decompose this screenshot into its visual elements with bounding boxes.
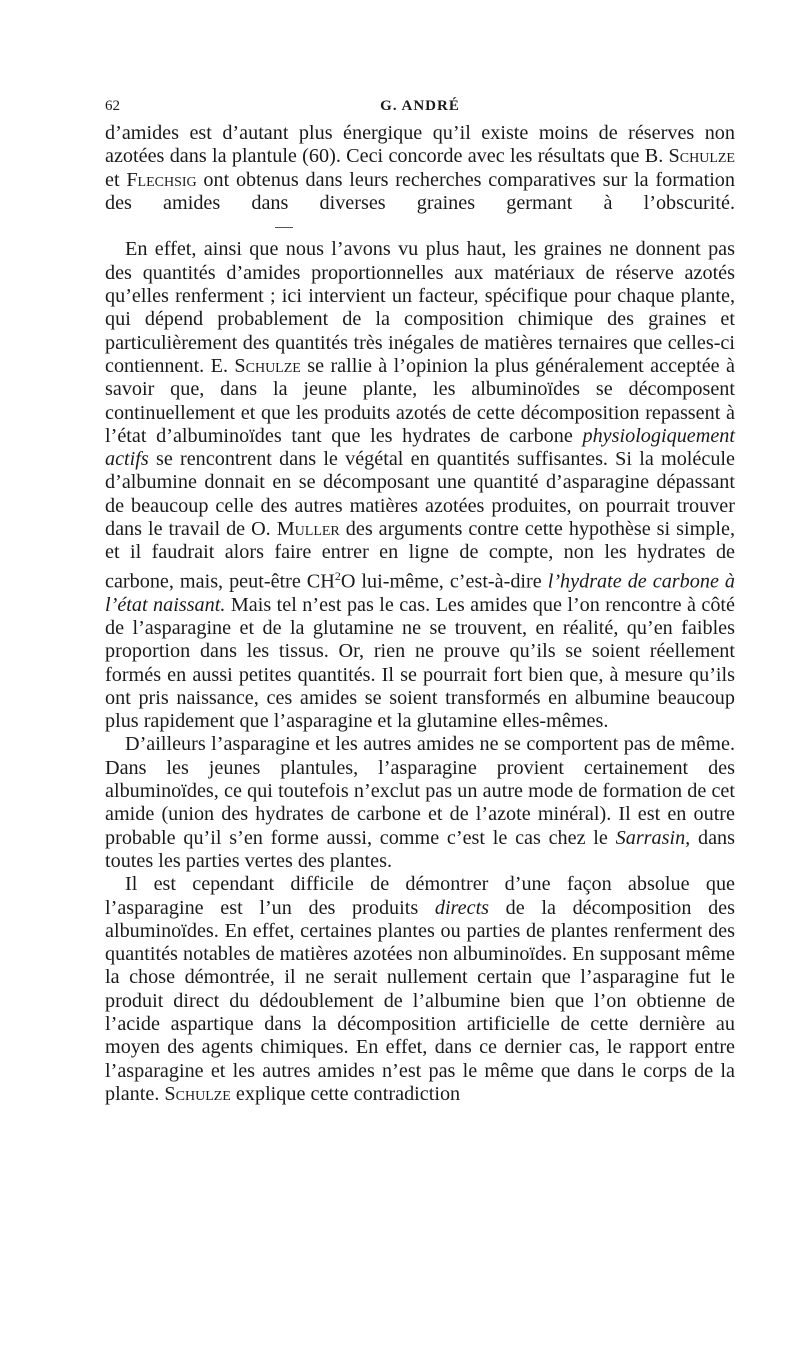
p2-text-3: se rencontrent dans le végétal en quantités suffisantes. Si la molécule d’albumine donnait en se décomposant une quantité d’asparagine dépassant de beaucoup celle des autres matières azotées produites, on pourrait trouver dans le travail de O.	[105, 448, 735, 541]
p2-text-5: O lui-même, c’est-à-dire	[340, 570, 548, 593]
p3-text-1: D’ailleurs l’asparagine et les autres amides ne se comportent pas de même. Dans les jeunes plantules, l’asparagine provient certainement des albuminoïdes, ce qui toutefois n’exclut pas un autre mode de formation de cet amide (union des hydrates de carbone et de l’azote minéral). Il est en outre probable qu’il s’en forme aussi, comme c’est le cas chez le	[105, 733, 735, 849]
author-name-schulze: Schulze	[234, 354, 301, 377]
p2-text-2: se rallie à l’opinion la plus généralement acceptée à savoir que, dans la jeune plante, les albuminoïdes se décomposent continuellement et que les produits azotés de cette décomposition repassent à l’état d’albuminoïdes tant que les hydrates de carbone	[105, 354, 735, 447]
page	[105, 92, 735, 1106]
p2-text-1: En effet, ainsi que nous l’avons vu plus haut, les graines ne donnent pas des quantités d’amides proportionnelles aux matériaux de réserve azotés qu’elles renferment ; ici intervient un facteur, spécifique pour chaque plante, qui dépend probablement de la composition chimique des graines et particulièrement des quantités très inégales de matières ternaires que celles-ci contiennent. E.	[105, 238, 735, 377]
p1-text-3: ont obtenus dans leurs recherches comparatives sur la formation des amides dans diverses graines germant à l’obscurité.	[105, 168, 735, 214]
paragraph-3	[105, 733, 735, 873]
body-text	[105, 122, 735, 1106]
p4-text-1: Il est cependant difficile de démontrer d’une façon absolue que l’asparagine est l’un des produits	[105, 873, 735, 919]
author-name-muller: Muller	[276, 518, 340, 541]
p3-text-2: dans toutes les parties vertes des plantes.	[105, 826, 735, 872]
author-name-schulze: Schulze	[668, 145, 735, 168]
running-head-author: G. ANDRÉ	[380, 98, 460, 114]
p2-italic-1: physiologiquement actifs	[105, 424, 735, 471]
author-name-schulze: Schulze	[164, 1082, 231, 1105]
p1-text-2: et	[105, 168, 127, 191]
page-number: 62	[105, 98, 120, 114]
paragraph-4	[105, 873, 735, 1106]
p1-text-1: d’amides est d’autant plus énergique qu’il existe moins de réserves non azotées dans la plantule (60). Ceci concorde avec les résultats que B.	[105, 122, 735, 168]
p4-text-3: explique cette contradiction	[230, 1082, 461, 1105]
p2-text-6: Mais tel n’est pas le cas. Les amides que l’on rencontre à côté de l’asparagine et de la glutamine ne se trouvent, en réalité, qu’en faibles proportion dans les tissus. Or, rien ne prouve qu’ils se soient réellement formés en aussi petites quantités. Il se pourrait fort bien que, à mesure qu’ils ont pris naissance, ces amides se soient transformés en albumine beaucoup plus rapidement que l’asparagine et la glutamine elles-mêmes.	[105, 593, 735, 733]
p2-italic-2: l’hydrate de carbone à l’état naissant.	[105, 570, 735, 616]
p3-italic: Sarrasin,	[615, 826, 691, 849]
p4-text-2: de la décomposition des albuminoïdes. En effet, certaines plantes ou parties de plantes renferment des quantités notables de matières azotées non albuminoïdes. En supposant même la chose démontrée, il ne serait nullement certain que l’asparagine fut le produit direct du dédoublement de l’albumine bien que l’on obtienne de l’acide aspartique dans la décomposition artificielle de cette dernière au moyen des agents chimiques. En effet, dans ce dernier cas, le rapport entre l’asparagine et les autres amides n’est pas le même que dans le corps de la plante.	[105, 896, 735, 1105]
paragraph-2	[105, 238, 735, 733]
paragraph-1	[105, 122, 735, 238]
dash-mark	[275, 227, 293, 228]
running-head	[105, 92, 735, 122]
author-name-flechsig: Flechsig	[126, 168, 197, 191]
p4-italic: directs	[434, 896, 490, 919]
p2-superscript: 2	[334, 568, 341, 583]
p2-text-4: des arguments contre cette hypothèse si simple, et il faudrait alors faire entrer en ligne de compte, non les hydrates de carbone, mais, peut-être CH	[105, 518, 735, 593]
